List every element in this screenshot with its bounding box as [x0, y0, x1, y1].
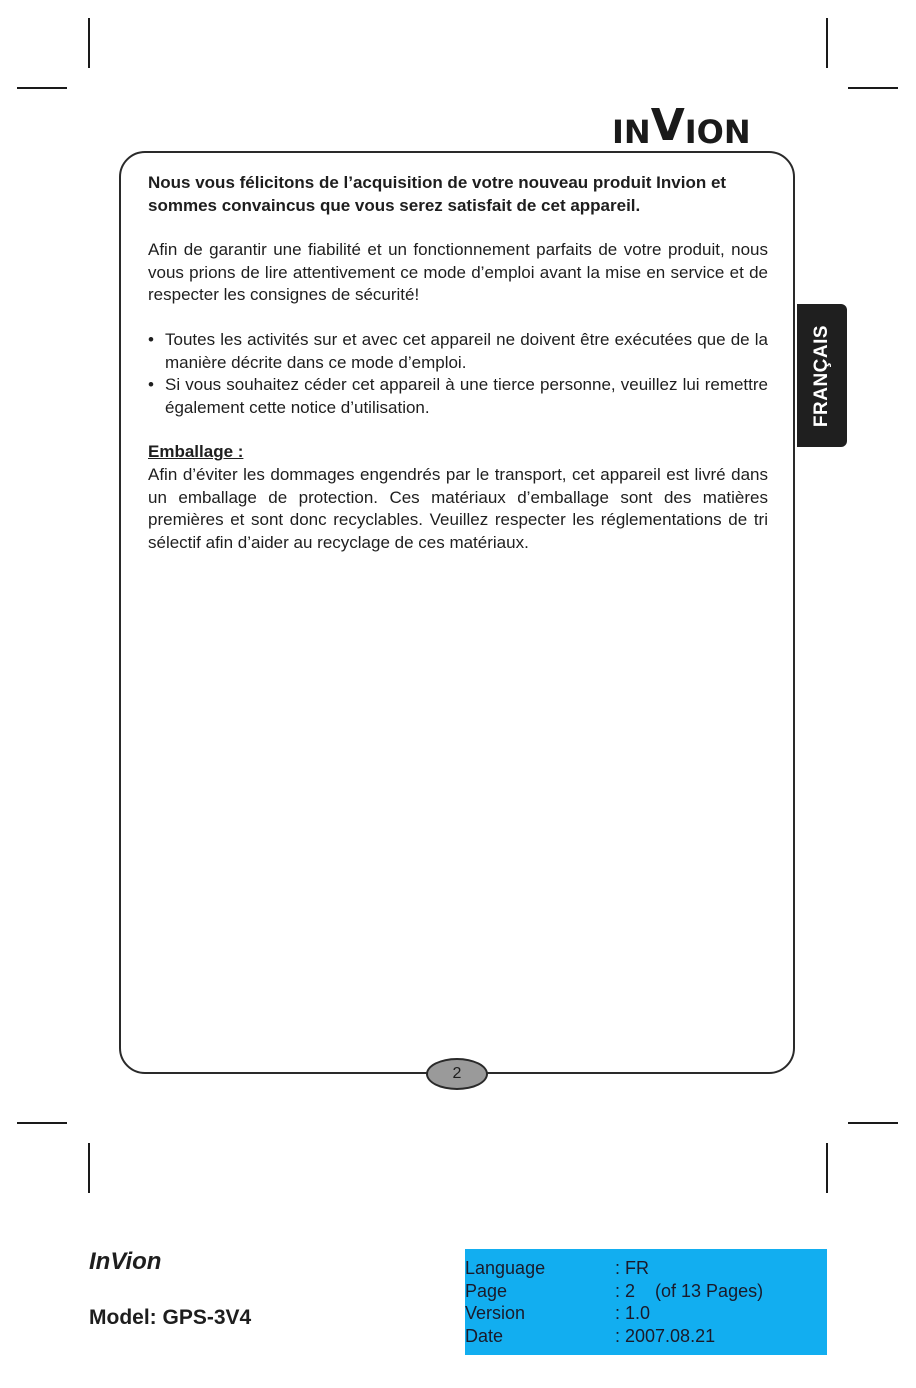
bullet-text: Si vous souhaitez céder cet appareil à une tierce personne, veuillez lui remettre également cette notice d’utilisation.: [165, 375, 768, 417]
language-tab: [797, 304, 847, 447]
intro-paragraph: Afin de garantir une fiabilité et un fonctionnement parfaits de votre produit, nous vous prions de lire attentivement ce mode d’emploi avant la mise en service et de respecter les consignes de sécurité!: [148, 240, 768, 305]
intro-bold: Nous vous félicitons de l’acquisition de votre nouveau produit Invion et sommes convaincus que vous serez satisfait de cet appareil.: [148, 173, 727, 215]
info-label: Language: [465, 1258, 546, 1278]
info-row: [465, 1302, 827, 1325]
info-row: [465, 1257, 827, 1280]
info-value: : 1.0: [615, 1303, 651, 1323]
crop-mark: [88, 18, 90, 68]
logo-part: V: [650, 100, 685, 151]
bullet-marker: •: [148, 375, 154, 395]
packaging-paragraph: Afin d’éviter les dommages engendrés par le transport, cet appareil est livré dans un emballage de protection. Ces matériaux d’emballage sont des matières premières et sont donc recyclables. Veuillez respecter les réglementations de tri sélectif afin d’aider au recyclage de ces matériaux.: [148, 464, 768, 552]
crop-mark: [826, 18, 828, 68]
info-value: : 2 (of 13 Pages): [615, 1280, 764, 1301]
crop-mark: [17, 87, 67, 89]
info-row: [465, 1280, 827, 1303]
info-label: Version: [465, 1303, 526, 1323]
bullet-marker: •: [148, 329, 154, 349]
footer-brand: InVion: [89, 1248, 162, 1275]
info-value: : 2007.08.21: [615, 1325, 716, 1346]
logo-part: IN: [612, 113, 651, 151]
invion-logo: [612, 100, 772, 151]
crop-mark: [88, 1143, 90, 1193]
language-tab-label: FRANÇAIS: [811, 324, 832, 427]
page-number-badge: 2: [426, 1058, 488, 1090]
crop-mark: [826, 1143, 828, 1193]
section-heading: Emballage :: [148, 442, 244, 462]
info-label: Page: [465, 1280, 508, 1301]
logo-part: ION: [684, 113, 751, 151]
info-label: Date: [465, 1325, 504, 1346]
page-content: [148, 172, 768, 554]
bullet-item: [148, 329, 768, 374]
info-value: : FR: [615, 1258, 649, 1278]
info-row: [465, 1325, 827, 1348]
crop-mark: [17, 1122, 67, 1124]
crop-mark: [848, 1122, 898, 1124]
crop-mark: [848, 87, 898, 89]
bullet-item: [148, 374, 768, 419]
bullet-text: Toutes les activités sur et avec cet appareil ne doivent être exécutées que de la manière décrite dans ce mode d’emploi.: [165, 329, 768, 372]
footer-model: Model: GPS-3V4: [89, 1306, 252, 1329]
document-info-box: [465, 1249, 827, 1355]
